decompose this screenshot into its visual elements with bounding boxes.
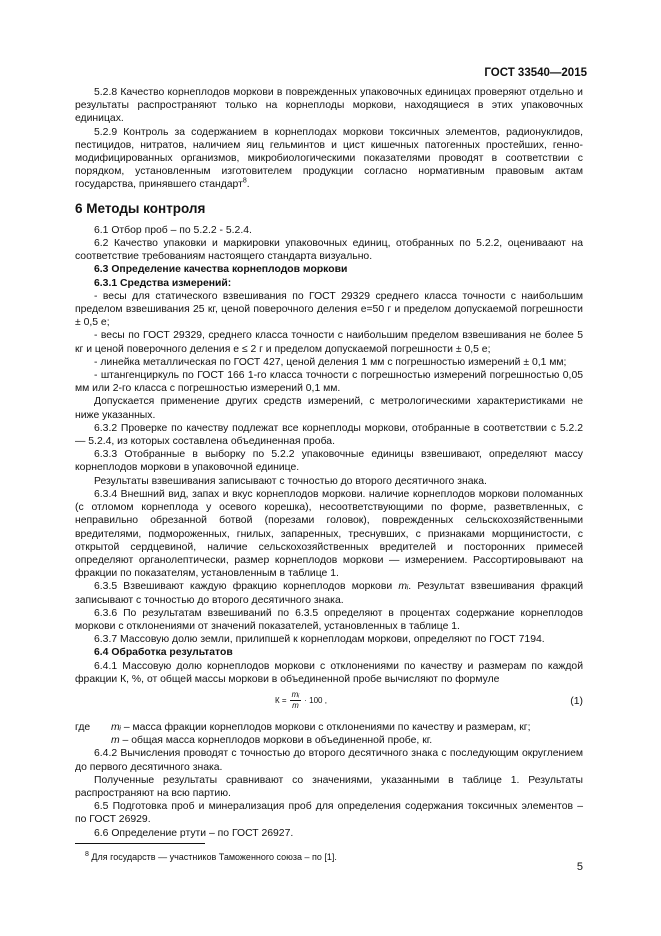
formula-expression <box>275 690 327 711</box>
formula-lhs: К = <box>275 695 287 705</box>
paragraph-6-5: 6.5 Подготовка проб и минерализация проб для определения содержания токсичных элементов – по ГОСТ 26929. <box>75 801 583 826</box>
where-var-mi: mᵢ <box>111 721 121 733</box>
paragraph-6-2: 6.2 Качество упаковки и маркировки упаковочных единиц, отобранных по 5.2.2, оцениваают на соответствие требованиям настоящего стандарта визуально. <box>75 238 583 263</box>
paragraph-6-4-1: 6.4.1 Массовую долю корнеплодов моркови с отклонениями по качеству и размерам по каждой фракции К, %, от общей массы моркови в объединенной пробе вычисляют по формуле <box>75 660 583 685</box>
footnote-mark: 8 <box>85 851 89 858</box>
where-text-m: – общая масса корнеплодов моркови в объединенной пробе, кг. <box>119 735 433 747</box>
paragraph-6-3-7: 6.3.7 Массовую долю земли, прилипшей к корнеплодам моркови, определяют по ГОСТ 7194. <box>94 634 545 646</box>
footnote-ref[interactable]: 8 <box>242 177 247 185</box>
footnote-divider <box>75 843 205 844</box>
paragraph-6-6: 6.6 Определение ртути – по ГОСТ 26927. <box>94 827 294 839</box>
paragraph-allowed-instruments: Допускается применение других средств измерений, с метрологическими характеристиками не ниже указанных. <box>75 396 583 421</box>
heading-6-3-1: 6.3.1 Средства измерений: <box>94 277 232 289</box>
paragraph-6-3-5-text-a: 6.3.5 Взвешивают каждую фракцию корнеплодов моркови <box>94 581 393 593</box>
footnote-text: Для государств — участников Таможенного союза – по [1]. <box>88 852 337 862</box>
paragraph-obtained-results: Полученные результаты сравнивают со значениями, указанными в таблице 1. Результаты распространяют на всю партию. <box>75 774 583 799</box>
formula-tail: · 100 , <box>304 695 327 705</box>
list-item-scales-5kg: - весы по ГОСТ 29329, среднего класса точности с наибольшим пределом взвешивания не более 5 кг и ценой поверочного деления е ≤ 2 г и пределом допускаемой погрешности ± 0,5 е; <box>75 330 583 355</box>
heading-6-3: 6.3 Определение качества корнеплодов моркови <box>94 264 348 276</box>
paragraph-5-2-9 <box>75 126 583 192</box>
document-code-header: ГОСТ 33540—2015 <box>484 67 587 79</box>
list-item-ruler: - линейка металлическая по ГОСТ 427, ценой деления 1 мм с погрешностью измерений ± 0,1 мм; <box>94 356 567 368</box>
paragraph-5-2-9-end: . <box>246 179 250 191</box>
formula-number: (1) <box>570 695 583 707</box>
formula-1 <box>75 688 583 718</box>
list-item-caliper: - штангенциркуль по ГОСТ 166 1-го класса точности с погрешностью измерений погрешностью 0,05 мм или 2-го класса с погрешностью измерений 0,1 мм. <box>75 370 583 395</box>
formula-denominator: m <box>292 700 299 710</box>
section-6-heading: 6 Методы контроля <box>75 200 206 216</box>
where-block-1 <box>75 721 583 734</box>
paragraph-6-3-2: 6.3.2 Проверке по качеству подлежат все корнеплоды моркови, отобранные в соответствии с 5.2.2 — 5.2.4, из которых составлена объединенная проба. <box>75 422 583 448</box>
paragraph-6-3-5 <box>75 580 583 606</box>
document-body <box>75 86 583 840</box>
where-item-m <box>103 734 432 747</box>
formula-numerator: mᵢ <box>291 689 300 699</box>
heading-6-4: 6.4 Обработка результатов <box>94 647 233 659</box>
where-var-m: m <box>111 735 120 747</box>
list-item-scales-25kg: - весы для статического взвешивания по ГОСТ 29329 среднего класса точности с наибольшим пределом взвешивания 25 кг, ценой поверочного деления е=50 г и пределом допускаемой погрешности ± 0,5 е; <box>75 290 583 329</box>
paragraph-5-2-9-text: 5.2.9 Контроль за содержанием в корнеплодах моркови токсичных элементов, радионуклидов, пестицидов, нитратов, наличием яиц гельминтов и цист кишечных патогенных простейших, генно-модифицированных организмов, микробиологическими показателями проводят в соответствии с порядком, установленным изготовителем продукции согласно нормативным правовым актам государства, принявшего стандарт <box>75 126 583 191</box>
paragraph-6-3-6: 6.3.6 По результатам взвешиваний по 6.3.5 определяют в процентах содержание корнеплодов моркови с отклонениями от значений показателей, установленных в таблице 1. <box>75 607 583 632</box>
paragraph-6-3-5-text-b: . Результат взвешивания фракций записывают с точностью до второго десятичного знака. <box>75 581 583 606</box>
paragraph-5-2-8: 5.2.8 Качество корнеплодов моркови в поврежденных упаковочных единицах проверяют отдельно и результаты распространяют только на корнеплоды моркови, находящиеся в этих упаковочных единицах. <box>75 87 583 125</box>
formula-fraction <box>290 690 302 711</box>
where-label: где <box>75 721 91 733</box>
where-text-mi: – масса фракции корнеплодов моркови с отклонениями по качеству и размерам, кг; <box>120 721 531 733</box>
page-number: 5 <box>576 861 583 873</box>
where-item-mi <box>103 721 530 734</box>
paragraph-6-3-3: 6.3.3 Отобранные в выборку по 5.2.2 упаковочные единицы взвешивают, определяют массу корнеплодов моркови в упаковочной единице. <box>75 449 583 474</box>
footnote <box>85 852 337 862</box>
variable-mi: mᵢ <box>398 581 409 593</box>
paragraph-6-3-4: 6.3.4 Внешний вид, запах и вкус корнеплодов моркови. наличие корнеплодов моркови поломанных (с отломом корнеплода у осевого корешка), несоответствующими по форме, разветвленных, с неправильно обрезанной ботвой (порезами головок), поврежденных сельскохозяйственными вредителями, подмороженных, гнилых, запаренных, треснувших, с признаками морщинистости, с открытой сердцевиной, наличие сельскохозяйственных вредителей и посторонних примесей определяют органолептически, размер корнеплодов моркови — измерением. Рассортировывают на фракции по показателям, установленным в таблице 1. <box>75 488 583 580</box>
paragraph-weighing-results: Результаты взвешивания записывают с точностью до второго десятичного знака. <box>94 475 487 487</box>
where-block-2 <box>75 734 583 747</box>
paragraph-6-4-2: 6.4.2 Вычисления проводят с точностью до второго десятичного знака с последующим округлением до первого десятичного знака. <box>75 748 583 773</box>
paragraph-6-1: 6.1 Отбор проб – по 5.2.2 - 5.2.4. <box>94 224 252 236</box>
